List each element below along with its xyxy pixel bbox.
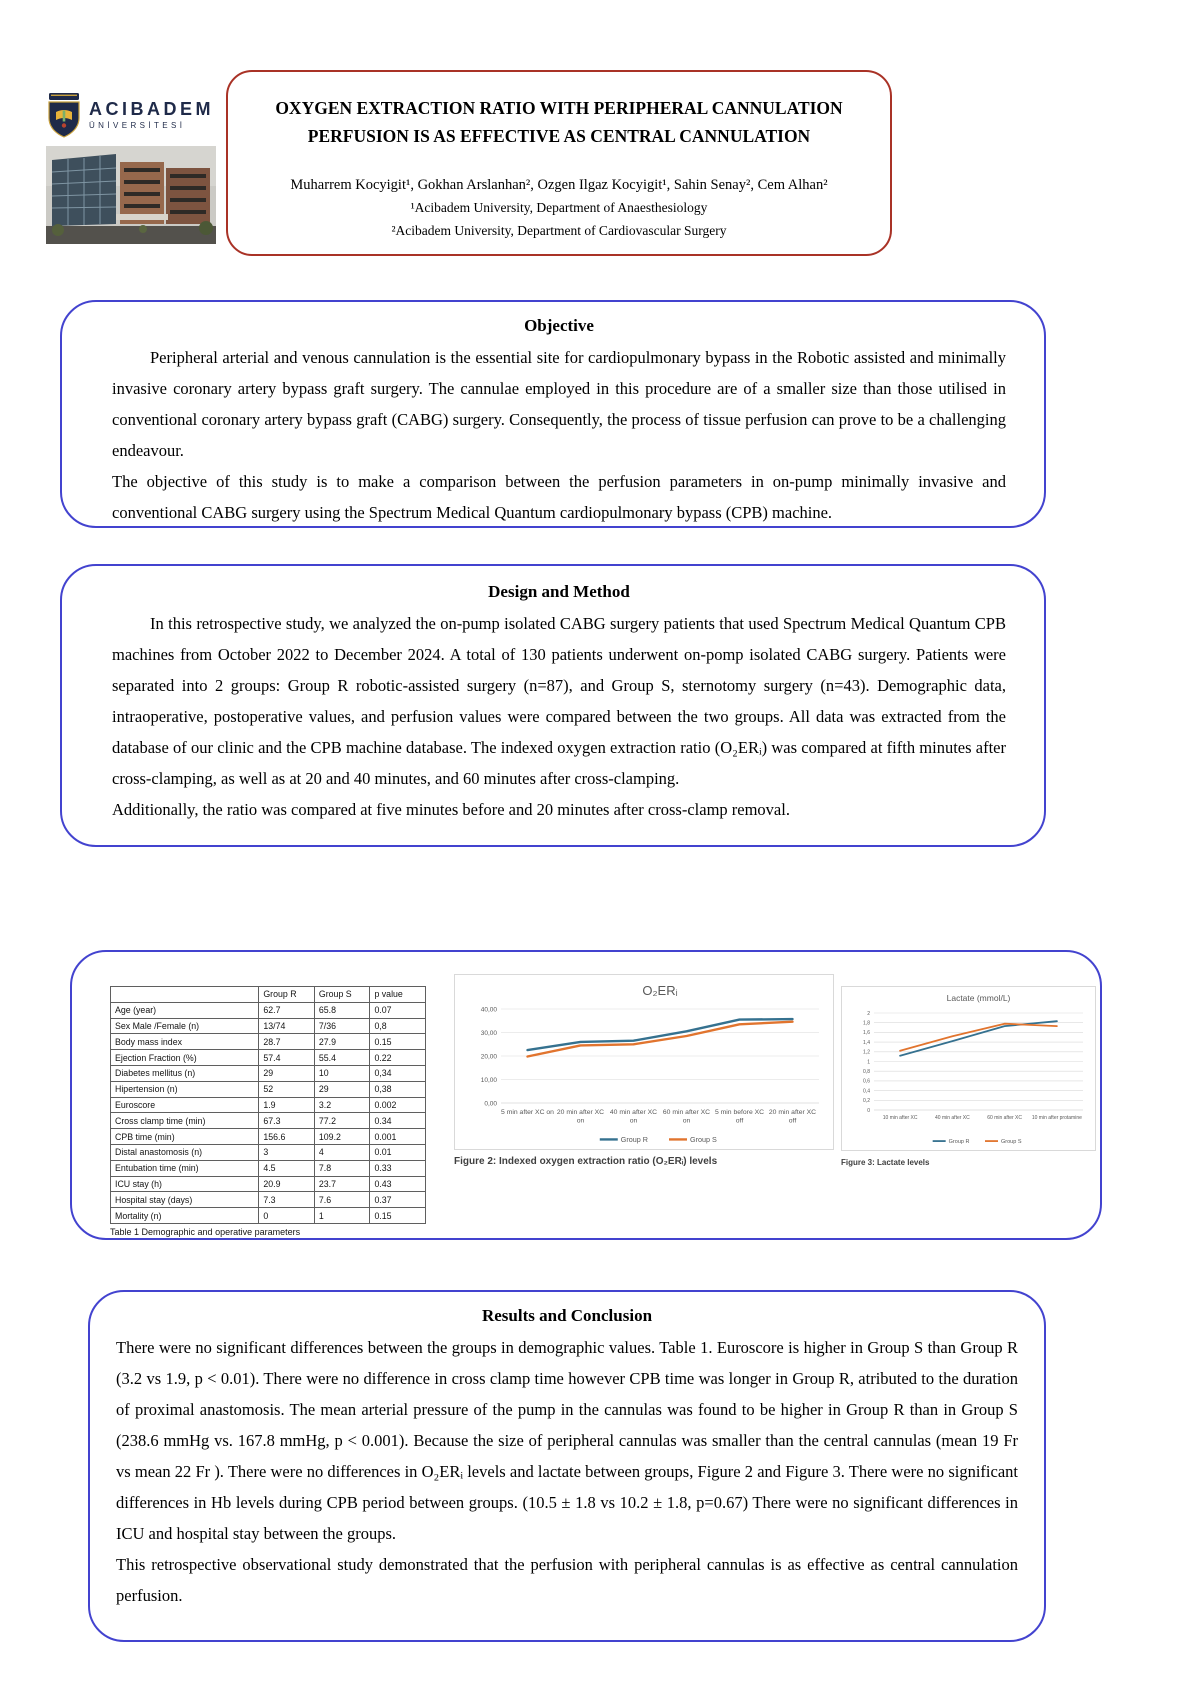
svg-text:0,6: 0,6 — [863, 1078, 870, 1085]
svg-text:0,8: 0,8 — [863, 1068, 870, 1075]
results-paragraph-1: There were no significant differences between the groups in demographic values. Table 1. Euroscore is higher in Group S than Group R (3.2 vs 1.9, p < 0.01). There were no difference in cross clamp time however CPB time was longer in Group R, atributed to the duration of proximal anastomosis. The mean arterial pressure of the pump in the cannulas was found to be higher in Group R than in Group S (238.6 mmHg vs. 167.8 mmHg, p < 0.001). Because the size of peripheral cannulas was smaller than the central cannulas (mean 19 Fr vs mean 22 Fr ). There were no differences in O₂ERᵢ levels and lactate between groups, Figure 2 and Figure 3. There were no significant differences in Hb levels during CPB period between groups. (10.5 ± 1.8 vs 10.2 ± 1.8, p=0.67) There were no significant differences in ICU and hospital stay between the groups. — [116, 1338, 1018, 1543]
table-cell: 4.5 — [259, 1160, 315, 1176]
figure3-chart-box — [841, 986, 1096, 1151]
table-row — [111, 1208, 426, 1224]
table-cell: 10 — [314, 1065, 370, 1081]
svg-text:5 min before XCoff: 5 min before XC off — [714, 1108, 765, 1125]
table-cell: CPB time (min) — [111, 1129, 259, 1145]
title-box — [226, 70, 892, 256]
table-cell: 7.3 — [259, 1192, 315, 1208]
table-cell: 109.2 — [314, 1129, 370, 1145]
svg-text:0: 0 — [867, 1107, 870, 1114]
table-cell: Diabetes mellitus (n) — [111, 1065, 259, 1081]
figure2-caption: Figure 2: Indexed oxygen extraction ratio (O₂ERᵢ) levels — [454, 1156, 718, 1167]
svg-text:20,00: 20,00 — [480, 1053, 497, 1061]
table-cell: 0,8 — [370, 1018, 426, 1034]
table-header-cell — [111, 987, 259, 1003]
svg-text:10 min after protamine: 10 min after protamine — [1031, 1115, 1082, 1121]
table-cell: 0,34 — [370, 1065, 426, 1081]
svg-text:0,2: 0,2 — [863, 1098, 870, 1105]
svg-text:Group R: Group R — [620, 1135, 648, 1144]
table-cell: Euroscore — [111, 1097, 259, 1113]
table-cell: 52 — [259, 1081, 315, 1097]
svg-text:Group S: Group S — [690, 1135, 717, 1144]
table-cell: 0.34 — [370, 1113, 426, 1129]
table-row — [111, 1176, 426, 1192]
svg-text:40 min after XCon: 40 min after XC on — [609, 1108, 658, 1125]
table-cell: Mortality (n) — [111, 1208, 259, 1224]
logo-text — [89, 100, 214, 131]
poster-title — [228, 94, 890, 150]
svg-text:30,00: 30,00 — [480, 1029, 497, 1037]
table-cell: 65.8 — [314, 1002, 370, 1018]
table-cell: 0.33 — [370, 1160, 426, 1176]
svg-text:0,00: 0,00 — [484, 1100, 497, 1108]
objective-heading: Objective — [524, 316, 594, 335]
svg-text:Group R: Group R — [948, 1139, 970, 1145]
results-panel — [88, 1290, 1046, 1642]
svg-text:40,00: 40,00 — [480, 1006, 497, 1014]
affiliation-1: ¹Acibadem University, Department of Anaesthesiology — [410, 200, 708, 215]
table-cell: Entubation time (min) — [111, 1160, 259, 1176]
table-cell: 1.9 — [259, 1097, 315, 1113]
svg-text:20 min after XCoff: 20 min after XC off — [768, 1108, 817, 1125]
table-cell: 7.6 — [314, 1192, 370, 1208]
university-logo — [46, 92, 216, 244]
table-cell: 23.7 — [314, 1176, 370, 1192]
poster-title-line2: PERFUSION IS AS EFFECTIVE AS CENTRAL CANNULATION — [307, 126, 811, 146]
figure3-caption: Figure 3: Lactate levels — [841, 1158, 930, 1167]
logo-brand: ACIBADEM — [89, 98, 214, 119]
campus-photo — [46, 146, 216, 244]
svg-text:O₂ERᵢ: O₂ERᵢ — [642, 983, 678, 998]
table-row — [111, 1081, 426, 1097]
results-heading: Results and Conclusion — [481, 1306, 653, 1325]
svg-text:1,8: 1,8 — [863, 1020, 870, 1027]
design-method-heading: Design and Method — [488, 582, 630, 601]
table-cell: 67.3 — [259, 1113, 315, 1129]
table-cell: 0 — [259, 1208, 315, 1224]
table-header-cell: Group S — [314, 987, 370, 1003]
svg-text:5 min after XC on: 5 min after XC on — [501, 1108, 554, 1116]
table-cell: 0.22 — [370, 1050, 426, 1066]
table-caption: Table 1 Demographic and operative parameters — [110, 1226, 301, 1237]
svg-text:1,6: 1,6 — [863, 1030, 870, 1037]
table-header-cell: Group R — [259, 987, 315, 1003]
table-cell: 7/36 — [314, 1018, 370, 1034]
table-cell: 13/74 — [259, 1018, 315, 1034]
university-shield-icon — [46, 92, 82, 138]
svg-text:2: 2 — [867, 1010, 870, 1017]
objective-paragraph-2: The objective of this study is to make a comparison between the perfusion parameters in on-pump minimally invasive and conventional CABG surgery using the Spectrum Medical Quantum cardiopulmonary bypass (CPB) machine. — [112, 472, 1006, 522]
table-cell: 62.7 — [259, 1002, 315, 1018]
table-cell: Age (year) — [111, 1002, 259, 1018]
table-cell: 0,38 — [370, 1081, 426, 1097]
svg-text:1,2: 1,2 — [863, 1049, 870, 1056]
o2er-line-chart — [455, 975, 833, 1149]
table-cell: 77.2 — [314, 1113, 370, 1129]
table-cell: 3 — [259, 1144, 315, 1160]
table-cell: 0.43 — [370, 1176, 426, 1192]
table-cell: 156.6 — [259, 1129, 315, 1145]
table-cell: Hospital stay (days) — [111, 1192, 259, 1208]
table-cell: 29 — [314, 1081, 370, 1097]
table-row — [111, 1002, 426, 1018]
table-header-cell: p value — [370, 987, 426, 1003]
table-cell: Body mass index — [111, 1034, 259, 1050]
table-cell: 7.8 — [314, 1160, 370, 1176]
authors: Muharrem Kocyigit¹, Gokhan Arslanhan², Ozgen Ilgaz Kocyigit¹, Sahin Senay², Cem Alhan² — [290, 177, 828, 193]
design-method-panel — [60, 564, 1046, 847]
table-cell: Sex Male /Female (n) — [111, 1018, 259, 1034]
table-cell: 57.4 — [259, 1050, 315, 1066]
objective-paragraph-1: Peripheral arterial and venous cannulation is the essential site for cardiopulmonary bypass in the Robotic assisted and minimally invasive coronary artery bypass graft surgery. The cannulae employed in this procedure are of a smaller size than those utilised in conventional coronary artery bypass graft (CABG) surgery. Consequently, the process of tissue perfusion can prove to be a challenging endeavour. — [112, 348, 1006, 460]
svg-text:40 min after XC: 40 min after XC — [935, 1115, 970, 1121]
table-cell: 55.4 — [314, 1050, 370, 1066]
table-row — [111, 1097, 426, 1113]
demographics-table — [110, 986, 426, 1224]
table-cell: 0.01 — [370, 1144, 426, 1160]
table-cell: Hipertension (n) — [111, 1081, 259, 1097]
table-cell: 0.15 — [370, 1034, 426, 1050]
logo-row — [46, 92, 216, 138]
table-cell: 1 — [314, 1208, 370, 1224]
table-cell: 28.7 — [259, 1034, 315, 1050]
table-cell: Ejection Fraction (%) — [111, 1050, 259, 1066]
table-row — [111, 1192, 426, 1208]
table-cell: 20.9 — [259, 1176, 315, 1192]
svg-text:Group S: Group S — [1001, 1139, 1022, 1145]
poster-title-line1: OXYGEN EXTRACTION RATIO WITH PERIPHERAL CANNULATION — [275, 98, 843, 118]
svg-text:10 min after XC: 10 min after XC — [882, 1115, 918, 1121]
table-cell: 0.001 — [370, 1129, 426, 1145]
table-row — [111, 1113, 426, 1129]
table-row — [111, 1034, 426, 1050]
table-cell: 3.2 — [314, 1097, 370, 1113]
table-row — [111, 1050, 426, 1066]
table-cell: 4 — [314, 1144, 370, 1160]
table-cell: 0.37 — [370, 1192, 426, 1208]
results-paragraph-2: This retrospective observational study demonstrated that the perfusion with peripheral cannulas is as effective as central cannulation perfusion. — [116, 1555, 1018, 1605]
table-wrap — [110, 986, 426, 1237]
table-cell: 0.07 — [370, 1002, 426, 1018]
svg-text:10,00: 10,00 — [480, 1076, 497, 1084]
table-cell: Distal anastomosis (n) — [111, 1144, 259, 1160]
table-row — [111, 1018, 426, 1034]
design-paragraph-2: Additionally, the ratio was compared at five minutes before and 20 minutes after cross-clamp removal. — [112, 800, 790, 819]
svg-text:60 min after XC: 60 min after XC — [987, 1115, 1022, 1121]
affiliation-2: ²Acibadem University, Department of Cardiovascular Surgery — [391, 223, 727, 238]
svg-text:60 min after XCon: 60 min after XC on — [662, 1108, 711, 1125]
objective-panel — [60, 300, 1046, 528]
table-row — [111, 1065, 426, 1081]
table-header-row — [111, 987, 426, 1003]
logo-subtitle: ÜNİVERSİTESİ — [89, 121, 186, 131]
table-cell: 29 — [259, 1065, 315, 1081]
table-cell: Cross clamp time (min) — [111, 1113, 259, 1129]
lactate-line-chart — [842, 987, 1095, 1150]
svg-text:1: 1 — [867, 1059, 870, 1066]
table-row — [111, 1129, 426, 1145]
table-cell: 0.002 — [370, 1097, 426, 1113]
table-cell: 0.15 — [370, 1208, 426, 1224]
svg-text:1,4: 1,4 — [863, 1039, 870, 1046]
data-panel — [70, 950, 1102, 1240]
table-row — [111, 1144, 426, 1160]
table-cell: 27.9 — [314, 1034, 370, 1050]
table-cell: ICU stay (h) — [111, 1176, 259, 1192]
svg-text:20 min after XCon: 20 min after XC on — [556, 1108, 605, 1125]
table-row — [111, 1160, 426, 1176]
design-paragraph-1: In this retrospective study, we analyzed the on-pump isolated CABG surgery patients that used Spectrum Medical Quantum CPB machines from October 2022 to December 2024. A total of 130 patients underwent on-pomp isolated CABG surgery. Patients were separated into 2 groups: Group R robotic-assisted surgery (n=87), and Group S, sternotomy surgery (n=43). Demographic data, intraoperative, postoperative values, and perfusion values were compared between the two groups. All data was extracted from the database of our clinic and the CPB machine database. The indexed oxygen extraction ratio (O₂ERᵢ) was compared at fifth minutes after cross-clamping, as well as at 20 and 40 minutes, and 60 minutes after cross-clamping. — [112, 614, 1006, 788]
svg-text:0,4: 0,4 — [863, 1088, 870, 1095]
svg-text:Lactate (mmol/L): Lactate (mmol/L) — [946, 993, 1011, 1003]
figure2-chart-box — [454, 974, 834, 1150]
